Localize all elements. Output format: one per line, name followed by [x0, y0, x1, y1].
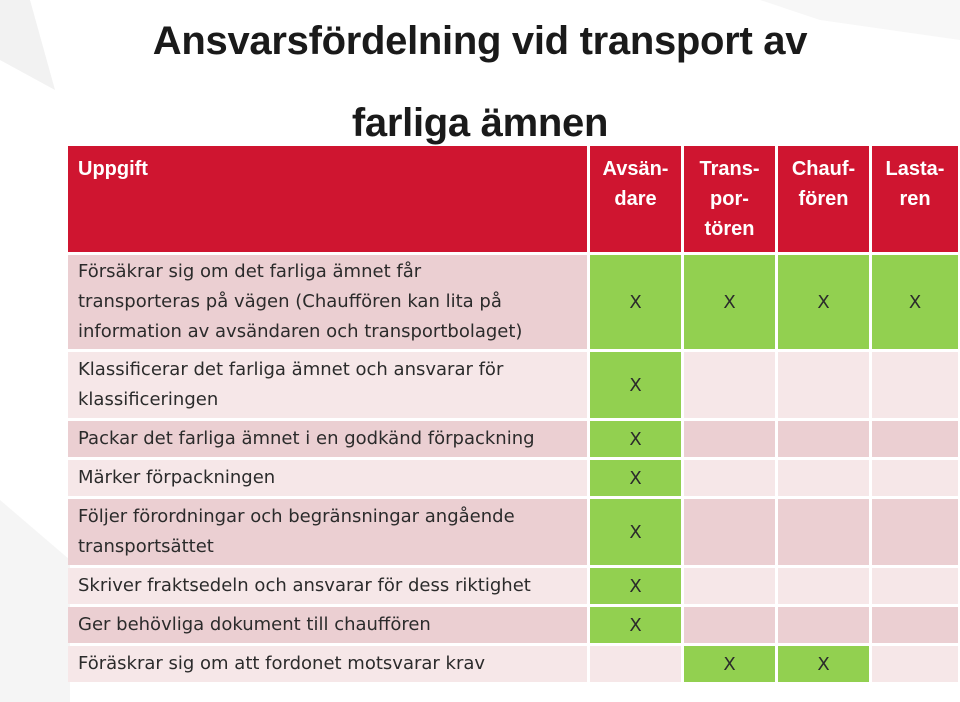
- table-row: [68, 499, 958, 565]
- header-role-line: Trans-: [699, 158, 760, 180]
- task-line: klassificeringen: [78, 389, 219, 410]
- mark-cell-lastaren: [872, 499, 958, 565]
- task-cell: [68, 568, 587, 604]
- header-role-line: ren: [899, 188, 931, 210]
- header-role-transportoren: [684, 146, 775, 252]
- mark-cell-avsandare: X: [590, 255, 681, 349]
- task-cell: [68, 499, 587, 565]
- task-cell: [68, 352, 587, 418]
- mark-cell-lastaren: [872, 460, 958, 496]
- header-role-line: Avsän-: [602, 158, 669, 180]
- task-cell: [68, 421, 587, 457]
- table-row: [68, 568, 958, 604]
- header-role-line: fören: [798, 188, 849, 210]
- task-line: Skriver fraktsedeln och ansvarar för dess riktighet: [78, 575, 531, 596]
- task-line: Föräskrar sig om att fordonet motsvarar krav: [78, 653, 486, 674]
- mark-cell-avsandare: X: [590, 352, 681, 418]
- table-row: [68, 460, 958, 496]
- mark-cell-lastaren: [872, 421, 958, 457]
- mark-cell-avsandare: X: [590, 607, 681, 643]
- task-cell: [68, 646, 587, 682]
- header-row: [68, 146, 958, 252]
- mark-cell-chauforen: [778, 568, 869, 604]
- table-row: [68, 421, 958, 457]
- table-row: [68, 255, 958, 349]
- task-cell: [68, 255, 587, 349]
- mark-cell-chauforen: X: [778, 646, 869, 682]
- table-row: [68, 607, 958, 643]
- header-role-line: dare: [614, 188, 657, 210]
- task-line: Ger behövliga dokument till chauffören: [78, 614, 431, 635]
- header-role-line: Chauf-: [791, 158, 856, 180]
- mark-cell-transportoren: X: [684, 255, 775, 349]
- mark-cell-transportoren: [684, 421, 775, 457]
- task-line: Försäkrar sig om det farliga ämnet får: [78, 261, 422, 282]
- mark-cell-chauforen: [778, 421, 869, 457]
- task-line: Märker förpackningen: [78, 467, 276, 488]
- title-line-2: farliga ämnen: [351, 101, 609, 145]
- mark-cell-transportoren: [684, 499, 775, 565]
- header-task: Uppgift: [68, 146, 587, 252]
- mark-cell-avsandare: X: [590, 421, 681, 457]
- task-line: transporteras på vägen (Chauffören kan lita på: [78, 291, 502, 312]
- table-row: [68, 646, 958, 682]
- mark-cell-lastaren: X: [872, 255, 958, 349]
- title-line-1: Ansvarsfördelning vid transport av: [152, 19, 808, 63]
- header-role-line: Lasta-: [885, 158, 945, 180]
- mark-cell-avsandare: X: [590, 499, 681, 565]
- mark-cell-transportoren: [684, 460, 775, 496]
- task-cell: [68, 607, 587, 643]
- mark-cell-avsandare: [590, 646, 681, 682]
- mark-cell-transportoren: [684, 607, 775, 643]
- mark-cell-lastaren: [872, 568, 958, 604]
- mark-cell-chauforen: [778, 352, 869, 418]
- mark-cell-lastaren: [872, 646, 958, 682]
- task-line: transportsättet: [78, 536, 214, 557]
- header-role-line: por-: [710, 188, 749, 210]
- page-title: [0, 0, 960, 164]
- mark-cell-chauforen: [778, 460, 869, 496]
- mark-cell-lastaren: [872, 352, 958, 418]
- mark-cell-lastaren: [872, 607, 958, 643]
- mark-cell-transportoren: [684, 568, 775, 604]
- task-line: information av avsändaren och transportbolaget): [78, 321, 523, 342]
- mark-cell-avsandare: X: [590, 568, 681, 604]
- task-cell: [68, 460, 587, 496]
- task-line: Följer förordningar och begränsningar angående: [78, 506, 515, 527]
- header-role-chauforen: [778, 146, 869, 252]
- task-line: Packar det farliga ämnet i en godkänd förpackning: [78, 428, 535, 449]
- header-role-lastaren: [872, 146, 958, 252]
- header-role-avsandare: [590, 146, 681, 252]
- mark-cell-transportoren: X: [684, 646, 775, 682]
- mark-cell-chauforen: [778, 499, 869, 565]
- task-line: Klassificerar det farliga ämnet och ansvarar för: [78, 359, 504, 380]
- responsibility-table: [65, 143, 960, 685]
- mark-cell-transportoren: [684, 352, 775, 418]
- mark-cell-avsandare: X: [590, 460, 681, 496]
- header-role-line: tören: [704, 218, 755, 240]
- mark-cell-chauforen: [778, 607, 869, 643]
- table-row: [68, 352, 958, 418]
- mark-cell-chauforen: X: [778, 255, 869, 349]
